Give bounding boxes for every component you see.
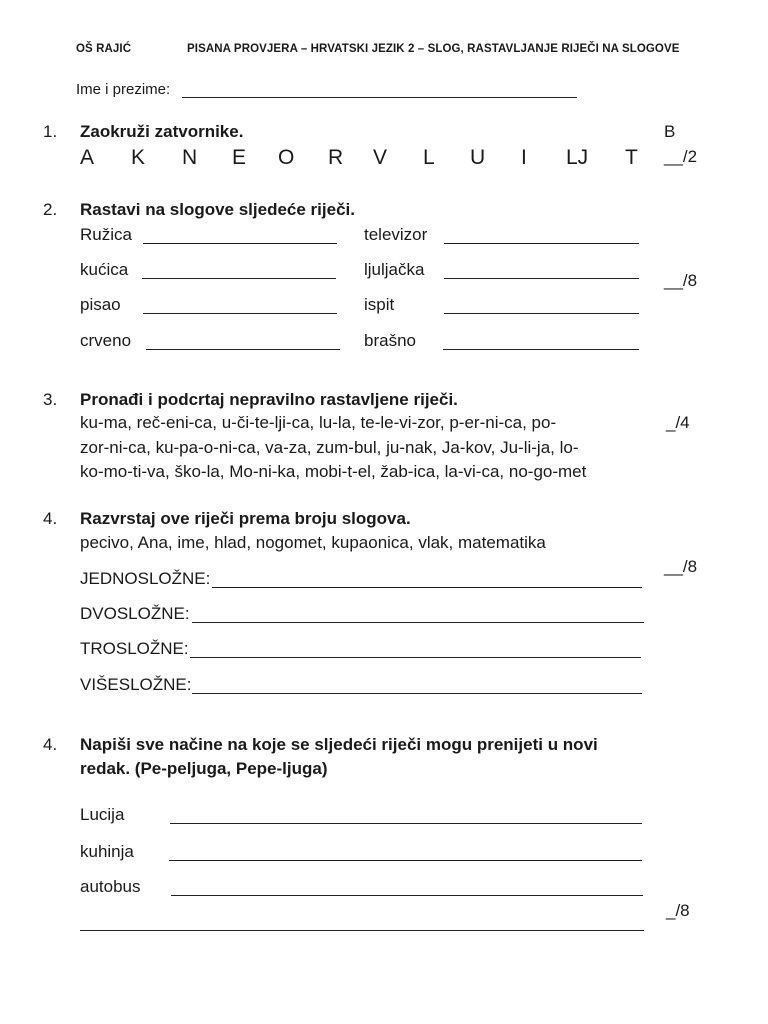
q5-title-line2: redak. (Pe-peljuga, Pepe-ljuga): [80, 759, 328, 778]
answer-line[interactable]: [146, 349, 340, 350]
q3-number: 3.: [43, 390, 58, 409]
q2-word-right: ispit: [364, 295, 395, 314]
letter-item[interactable]: A: [80, 146, 95, 169]
answer-line[interactable]: [190, 657, 641, 658]
answer-line[interactable]: [80, 930, 644, 931]
category-label: JEDNOSLOŽNE:: [80, 569, 211, 588]
q5-number: 4.: [43, 735, 58, 754]
answer-line[interactable]: [143, 313, 337, 314]
q2-score: __/8: [664, 271, 698, 290]
letter-item[interactable]: LJ: [566, 146, 589, 169]
q1-title: Zaokruži zatvornike.: [80, 122, 244, 141]
q4-title: Razvrstaj ove riječi prema broju slogova.: [80, 509, 411, 528]
q3-words-line: zor-ni-ca, ku-pa-o-ni-ca, va-za, zum-bul, ju-nak, Ja-kov, Ju-li-ja, lo-: [80, 438, 579, 457]
q3-score: _/4: [666, 413, 690, 432]
q3-title: Pronađi i podcrtaj nepravilno rastavljene riječi.: [80, 390, 458, 409]
q2-number: 2.: [43, 200, 58, 219]
letter-item[interactable]: T: [625, 146, 638, 169]
answer-line[interactable]: [443, 349, 639, 350]
q4-word-list: pecivo, Ana, ime, hlad, nogomet, kupaonica, vlak, matematika: [80, 533, 546, 552]
answer-line[interactable]: [444, 278, 639, 279]
answer-line[interactable]: [212, 587, 642, 588]
letter-item[interactable]: O: [278, 146, 295, 169]
letter-item[interactable]: U: [470, 146, 486, 169]
q4-score: __/8: [664, 557, 698, 576]
q2-word-left: pisao: [80, 295, 121, 314]
q1-mark: B: [664, 122, 676, 141]
name-line[interactable]: [182, 97, 577, 98]
school-name: OŠ RAJIĆ: [76, 43, 132, 55]
answer-line[interactable]: [142, 278, 336, 279]
category-label: DVOSLOŽNE:: [80, 604, 190, 623]
q3-words-line: ko-mo-ti-va, ško-la, Mo-ni-ka, mobi-t-el, žab-ica, la-vi-ca, no-go-met: [80, 462, 587, 481]
q5-word: kuhinja: [80, 842, 134, 861]
q2-word-right: televizor: [364, 225, 428, 244]
letter-item[interactable]: N: [182, 146, 198, 169]
q2-title: Rastavi na slogove sljedeće riječi.: [80, 200, 355, 219]
category-label: TROSLOŽNE:: [80, 639, 189, 658]
q1-number: 1.: [43, 122, 58, 141]
q2-word-right: ljuljačka: [364, 260, 425, 279]
letter-item[interactable]: R: [328, 146, 344, 169]
q1-score: __/2: [664, 147, 698, 166]
q5-word: Lucija: [80, 805, 125, 824]
q5-title-line1: Napiši sve načine na koje se sljedeći riječi mogu prenijeti u novi: [80, 735, 598, 754]
q5-score: _/8: [666, 901, 690, 920]
q2-word-left: Ružica: [80, 225, 132, 244]
q5-word: autobus: [80, 877, 141, 896]
letter-item[interactable]: V: [373, 146, 388, 169]
answer-line[interactable]: [143, 243, 337, 244]
q4-number: 4.: [43, 509, 58, 528]
name-label: Ime i prezime:: [76, 81, 171, 98]
answer-line[interactable]: [171, 895, 643, 896]
letter-item[interactable]: L: [423, 146, 435, 169]
letter-item[interactable]: I: [521, 146, 527, 169]
q3-words-line: ku-ma, reč-eni-ca, u-či-te-lji-ca, lu-la, te-le-vi-zor, p-er-ni-ca, po-: [80, 413, 557, 432]
answer-line[interactable]: [169, 860, 642, 861]
letter-item[interactable]: E: [232, 146, 247, 169]
q2-word-left: kućica: [80, 260, 129, 279]
answer-line[interactable]: [192, 693, 642, 694]
answer-line[interactable]: [170, 823, 642, 824]
q2-word-right: brašno: [364, 331, 416, 350]
q2-word-left: crveno: [80, 331, 132, 350]
category-label: VIŠESLOŽNE:: [80, 675, 192, 694]
answer-line[interactable]: [444, 313, 639, 314]
letter-item[interactable]: K: [131, 146, 146, 169]
test-title: PISANA PROVJERA – HRVATSKI JEZIK 2 – SLOG, RASTAVLJANJE RIJEČI NA SLOGOVE: [187, 43, 680, 55]
answer-line[interactable]: [444, 243, 639, 244]
answer-line[interactable]: [192, 622, 644, 623]
